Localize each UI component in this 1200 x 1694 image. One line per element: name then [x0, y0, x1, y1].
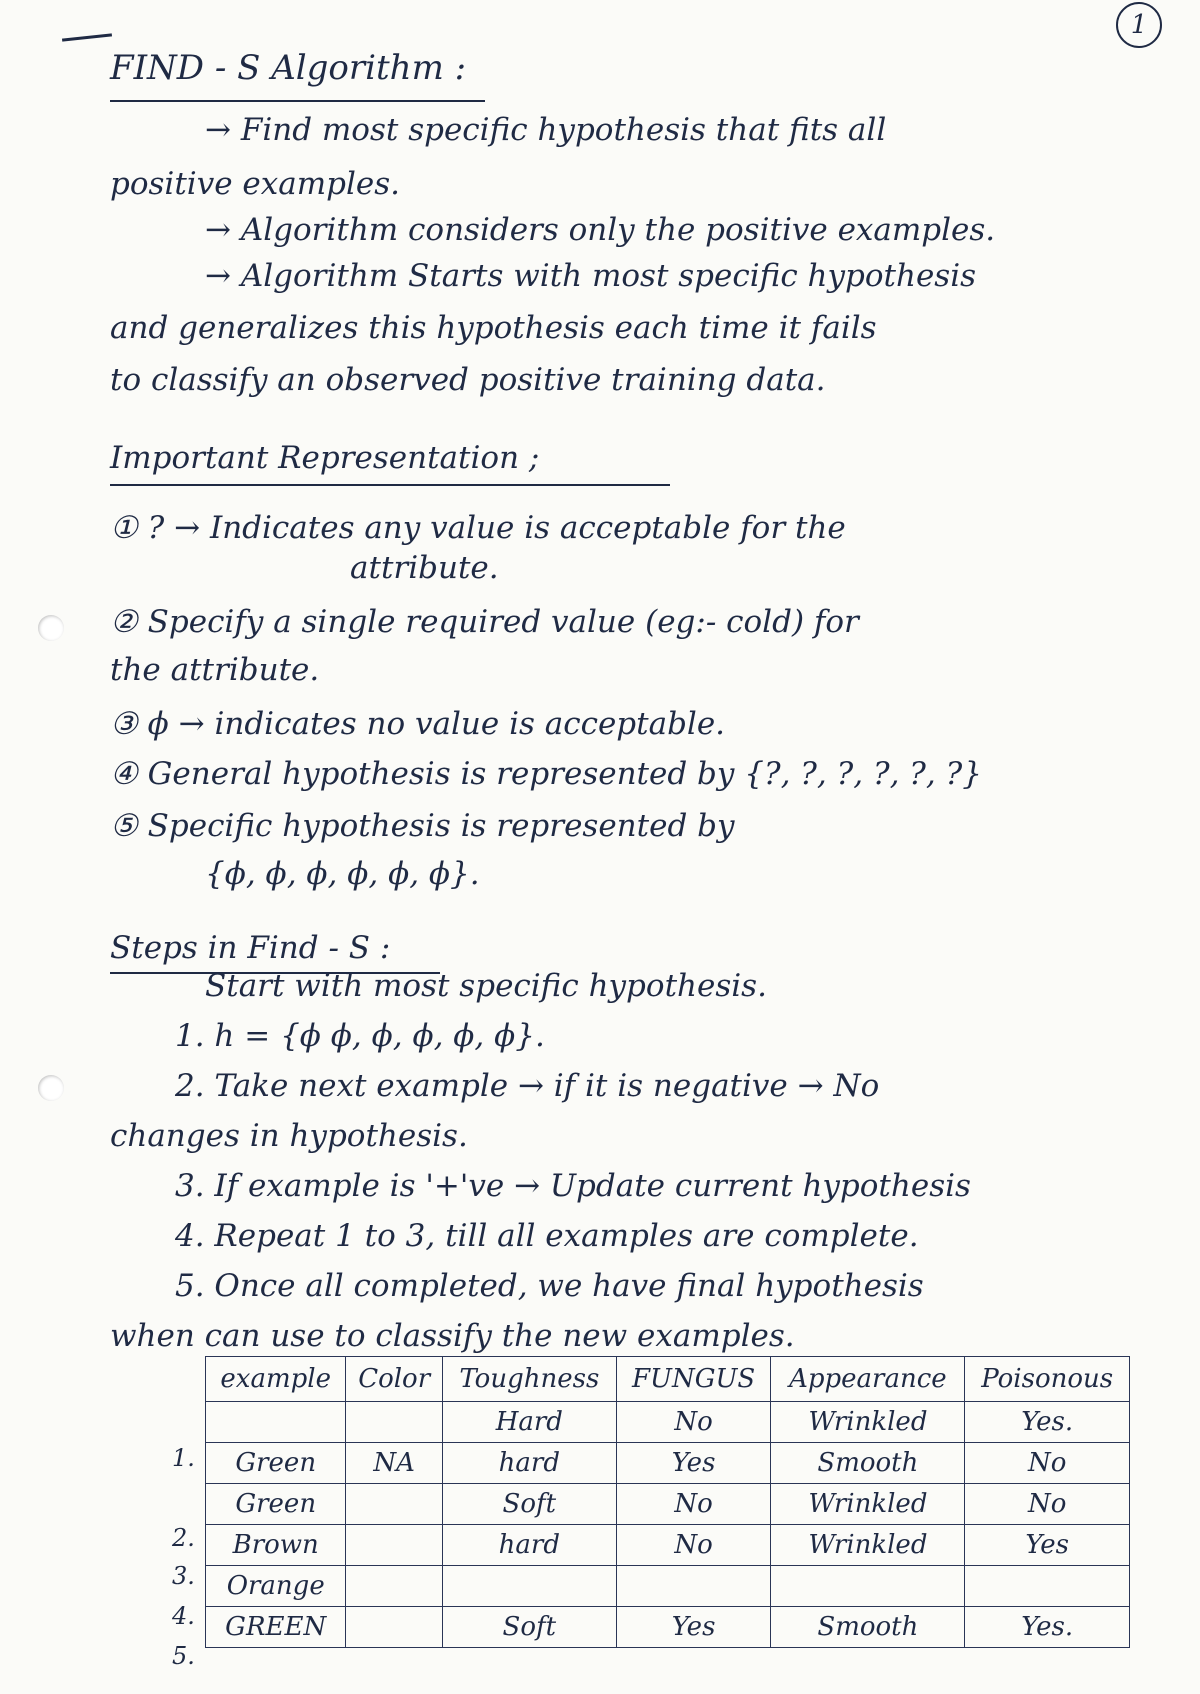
- table-cell: Green: [206, 1484, 346, 1525]
- table-cell: hard: [442, 1525, 616, 1566]
- representation-line: the attribute.: [110, 652, 320, 688]
- table-cell: [206, 1402, 346, 1443]
- header-poisonous: Poisonous: [965, 1357, 1130, 1402]
- table-cell: Soft: [442, 1484, 616, 1525]
- representation-line: ④ General hypothesis is represented by {?, ?, ?, ?, ?, ?}: [110, 756, 982, 792]
- table-cell: Orange: [206, 1566, 346, 1607]
- table-cell: No: [616, 1402, 771, 1443]
- table-row: [206, 1484, 1130, 1525]
- table-cell: Wrinkled: [771, 1484, 965, 1525]
- steps-line: 1. h = {ϕ ϕ, ϕ, ϕ, ϕ, ϕ}.: [175, 1018, 545, 1054]
- table-cell: No: [616, 1525, 771, 1566]
- table-cell: [346, 1566, 443, 1607]
- table-row: [206, 1443, 1130, 1484]
- steps-line: 5. Once all completed, we have final hypothesis: [175, 1268, 924, 1304]
- intro-line: → Algorithm considers only the positive examples.: [205, 212, 996, 248]
- table-cell: Hard: [442, 1402, 616, 1443]
- steps-line: 3. If example is '+'ve → Update current hypothesis: [175, 1168, 971, 1204]
- row-number: 4.: [172, 1602, 195, 1630]
- table-header-row: [206, 1357, 1130, 1402]
- representation-line: ③ ϕ → indicates no value is acceptable.: [110, 706, 726, 742]
- header-appearance: Appearance: [771, 1357, 965, 1402]
- header-fungus: FUNGUS: [616, 1357, 771, 1402]
- table-cell: Wrinkled: [771, 1402, 965, 1443]
- table-cell: [965, 1566, 1130, 1607]
- binder-hole: [38, 1075, 64, 1101]
- intro-line: to classify an observed positive training data.: [110, 362, 826, 398]
- table-cell: Yes.: [965, 1402, 1130, 1443]
- representation-heading: Important Representation ;: [110, 440, 540, 476]
- intro-line: and generalizes this hypothesis each time it fails: [110, 310, 877, 346]
- margin-dash: [62, 33, 112, 41]
- row-number: 5.: [172, 1642, 195, 1670]
- table-cell: Yes.: [965, 1607, 1130, 1648]
- row-number: 3.: [172, 1562, 195, 1590]
- table-cell: Smooth: [771, 1607, 965, 1648]
- row-number: 2.: [172, 1524, 195, 1552]
- table-cell: [346, 1484, 443, 1525]
- table-cell: Smooth: [771, 1443, 965, 1484]
- page-title: FIND - S Algorithm :: [110, 48, 467, 88]
- steps-line: when can use to classify the new examples.: [110, 1318, 795, 1354]
- table-row: [206, 1525, 1130, 1566]
- row-number: 1.: [172, 1444, 195, 1472]
- table-cell: No: [965, 1443, 1130, 1484]
- header-example: example: [206, 1357, 346, 1402]
- representation-line: {ϕ, ϕ, ϕ, ϕ, ϕ, ϕ}.: [205, 856, 480, 892]
- steps-line: Start with most specific hypothesis.: [205, 968, 767, 1004]
- table-cell: Wrinkled: [771, 1525, 965, 1566]
- table-cell: [346, 1607, 443, 1648]
- page-number: 1: [1116, 2, 1162, 48]
- table-cell: GREEN: [206, 1607, 346, 1648]
- heading-underline: [110, 484, 670, 486]
- binder-hole: [38, 615, 64, 641]
- table-cell: Brown: [206, 1525, 346, 1566]
- table-cell: Soft: [442, 1607, 616, 1648]
- intro-line: → Find most specific hypothesis that fits all: [205, 112, 887, 148]
- steps-line: 2. Take next example → if it is negative → No: [175, 1068, 880, 1104]
- table-cell: [616, 1566, 771, 1607]
- representation-line: attribute.: [350, 550, 499, 586]
- table-cell: Yes: [965, 1525, 1130, 1566]
- intro-line: positive examples.: [110, 166, 400, 202]
- representation-line: ② Specify a single required value (eg:- cold) for: [110, 604, 859, 640]
- header-color: Color: [346, 1357, 443, 1402]
- steps-line: 4. Repeat 1 to 3, till all examples are complete.: [175, 1218, 919, 1254]
- representation-line: ⑤ Specific hypothesis is represented by: [110, 808, 735, 844]
- mushroom-table: [205, 1356, 1130, 1648]
- table-cell: No: [616, 1484, 771, 1525]
- table-cell: [346, 1402, 443, 1443]
- table-cell: [442, 1566, 616, 1607]
- table-cell: [771, 1566, 965, 1607]
- table-row: [206, 1402, 1130, 1443]
- steps-heading: Steps in Find - S :: [110, 930, 391, 966]
- table-cell: No: [965, 1484, 1130, 1525]
- table-cell: NA: [346, 1443, 443, 1484]
- intro-line: → Algorithm Starts with most specific hypothesis: [205, 258, 977, 294]
- table-cell: hard: [442, 1443, 616, 1484]
- representation-line: ① ? → Indicates any value is acceptable for the: [110, 510, 846, 546]
- table-row: [206, 1607, 1130, 1648]
- steps-line: changes in hypothesis.: [110, 1118, 468, 1154]
- title-underline: [110, 100, 485, 102]
- table-cell: [346, 1525, 443, 1566]
- table-cell: Green: [206, 1443, 346, 1484]
- table-row: [206, 1566, 1130, 1607]
- table-cell: Yes: [616, 1607, 771, 1648]
- header-toughness: Toughness: [442, 1357, 616, 1402]
- table-cell: Yes: [616, 1443, 771, 1484]
